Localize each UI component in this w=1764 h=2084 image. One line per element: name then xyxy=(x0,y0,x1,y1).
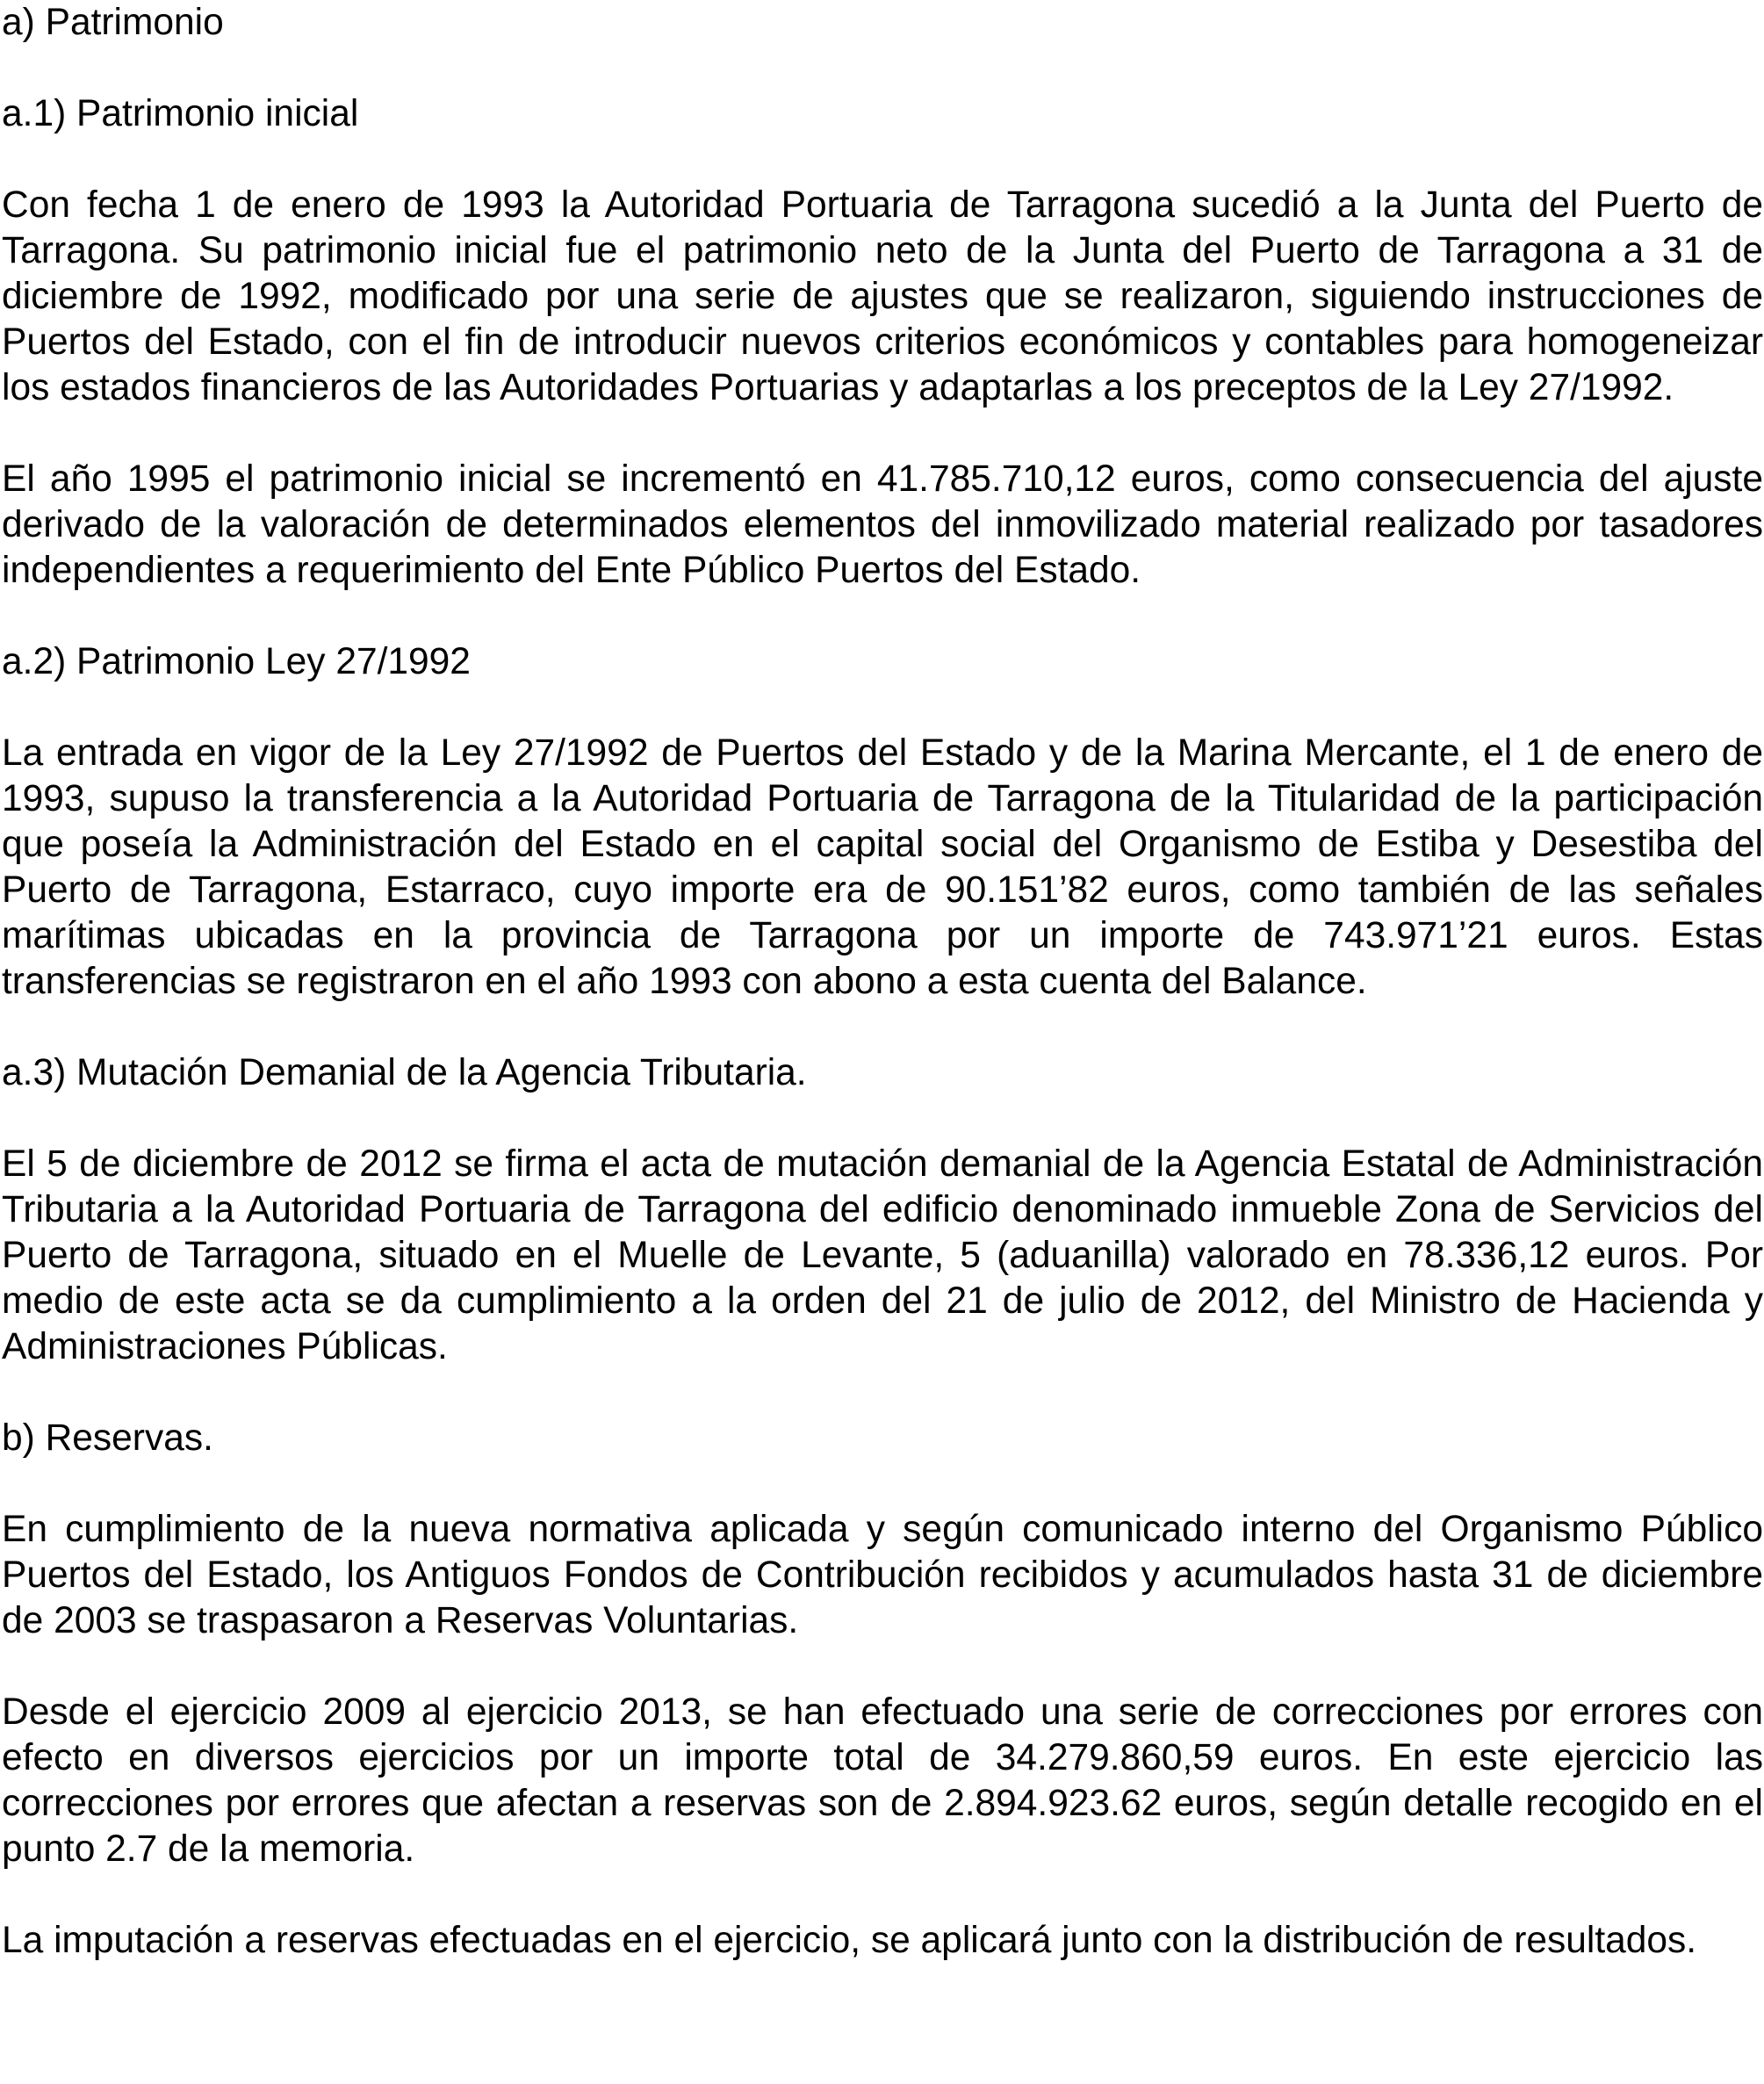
paragraph-mutacion-demanial: El 5 de diciembre de 2012 se firma el acta de mutación demanial de la Agencia Estatal de Administración Tributaria a la Autoridad Portuaria de Tarragona del edificio denominado inmueble Zona de Servicios del Puerto de Tarragona, situado en el Muelle de Levante, 5 (aduanilla) valorado en 78.336,12 euros. Por medio de este acta se da cumplimiento a la orden del 21 de julio de 2012, del Ministro de Hacienda y Administraciones Públicas. xyxy=(2,1143,1763,1367)
paragraph-imputacion-reservas: La imputación a reservas efectuadas en el ejercicio, se aplicará junto con la distribución de resultados. xyxy=(2,1920,1697,1961)
heading-patrimonio-ley: a.2) Patrimonio Ley 27/1992 xyxy=(2,641,471,682)
paragraph-incremento-1995: El año 1995 el patrimonio inicial se incrementó en 41.785.710,12 euros, como consecuencia del ajuste derivado de la valoración de determinados elementos del inmovilizado material realizado por tasadores independientes a requerimiento del Ente Público Puertos del Estado. xyxy=(2,458,1763,591)
heading-patrimonio-inicial: a.1) Patrimonio inicial xyxy=(2,93,359,134)
paragraph-correcciones-errores: Desde el ejercicio 2009 al ejercicio 2013, se han efectuado una serie de correcciones por errores con efecto en diversos ejercicios por un importe total de 34.279.860,59 euros. En este ejercicio las correcciones por errores que afectan a reservas son de 2.894.923.62 euros, según detalle recogido en el punto 2.7 de la memoria. xyxy=(2,1691,1763,1870)
document-page xyxy=(2,0,1763,1964)
paragraph-ley-27-1992: La entrada en vigor de la Ley 27/1992 de Puertos del Estado y de la Marina Mercante, el 1 de enero de 1993, supuso la transferencia a la Autoridad Portuaria de Tarragona de la Titularidad de la participación que poseía la Administración del Estado en el capital social del Organismo de Estiba y Desestiba del Puerto de Tarragona, Estarraco, cuyo importe era de 90.151’82 euros, como también de las señales marítimas ubicadas en la provincia de Tarragona por un importe de 743.971’21 euros. Estas transferencias se registraron en el año 1993 con abono a esta cuenta del Balance. xyxy=(2,732,1763,1002)
paragraph-fondos-contribucion: En cumplimiento de la nueva normativa aplicada y según comunicado interno del Organismo Público Puertos del Estado, los Antiguos Fondos de Contribución recibidos y acumulados hasta 31 de diciembre de 2003 se traspasaron a Reservas Voluntarias. xyxy=(2,1509,1763,1641)
heading-mutacion-demanial: a.3) Mutación Demanial de la Agencia Tributaria. xyxy=(2,1052,807,1093)
heading-patrimonio: a) Patrimonio xyxy=(2,2,224,43)
paragraph-patrimonio-inicial: Con fecha 1 de enero de 1993 la Autoridad Portuaria de Tarragona sucedió a la Junta del Puerto de Tarragona. Su patrimonio inicial fue el patrimonio neto de la Junta del Puerto de Tarragona a 31 de diciembre de 1992, modificado por una serie de ajustes que se realizaron, siguiendo instrucciones de Puertos del Estado, con el fin de introducir nuevos criterios económicos y contables para homogeneizar los estados financieros de las Autoridades Portuarias y adaptarlas a los preceptos de la Ley 27/1992. xyxy=(2,184,1763,408)
heading-reservas: b) Reservas. xyxy=(2,1417,213,1459)
